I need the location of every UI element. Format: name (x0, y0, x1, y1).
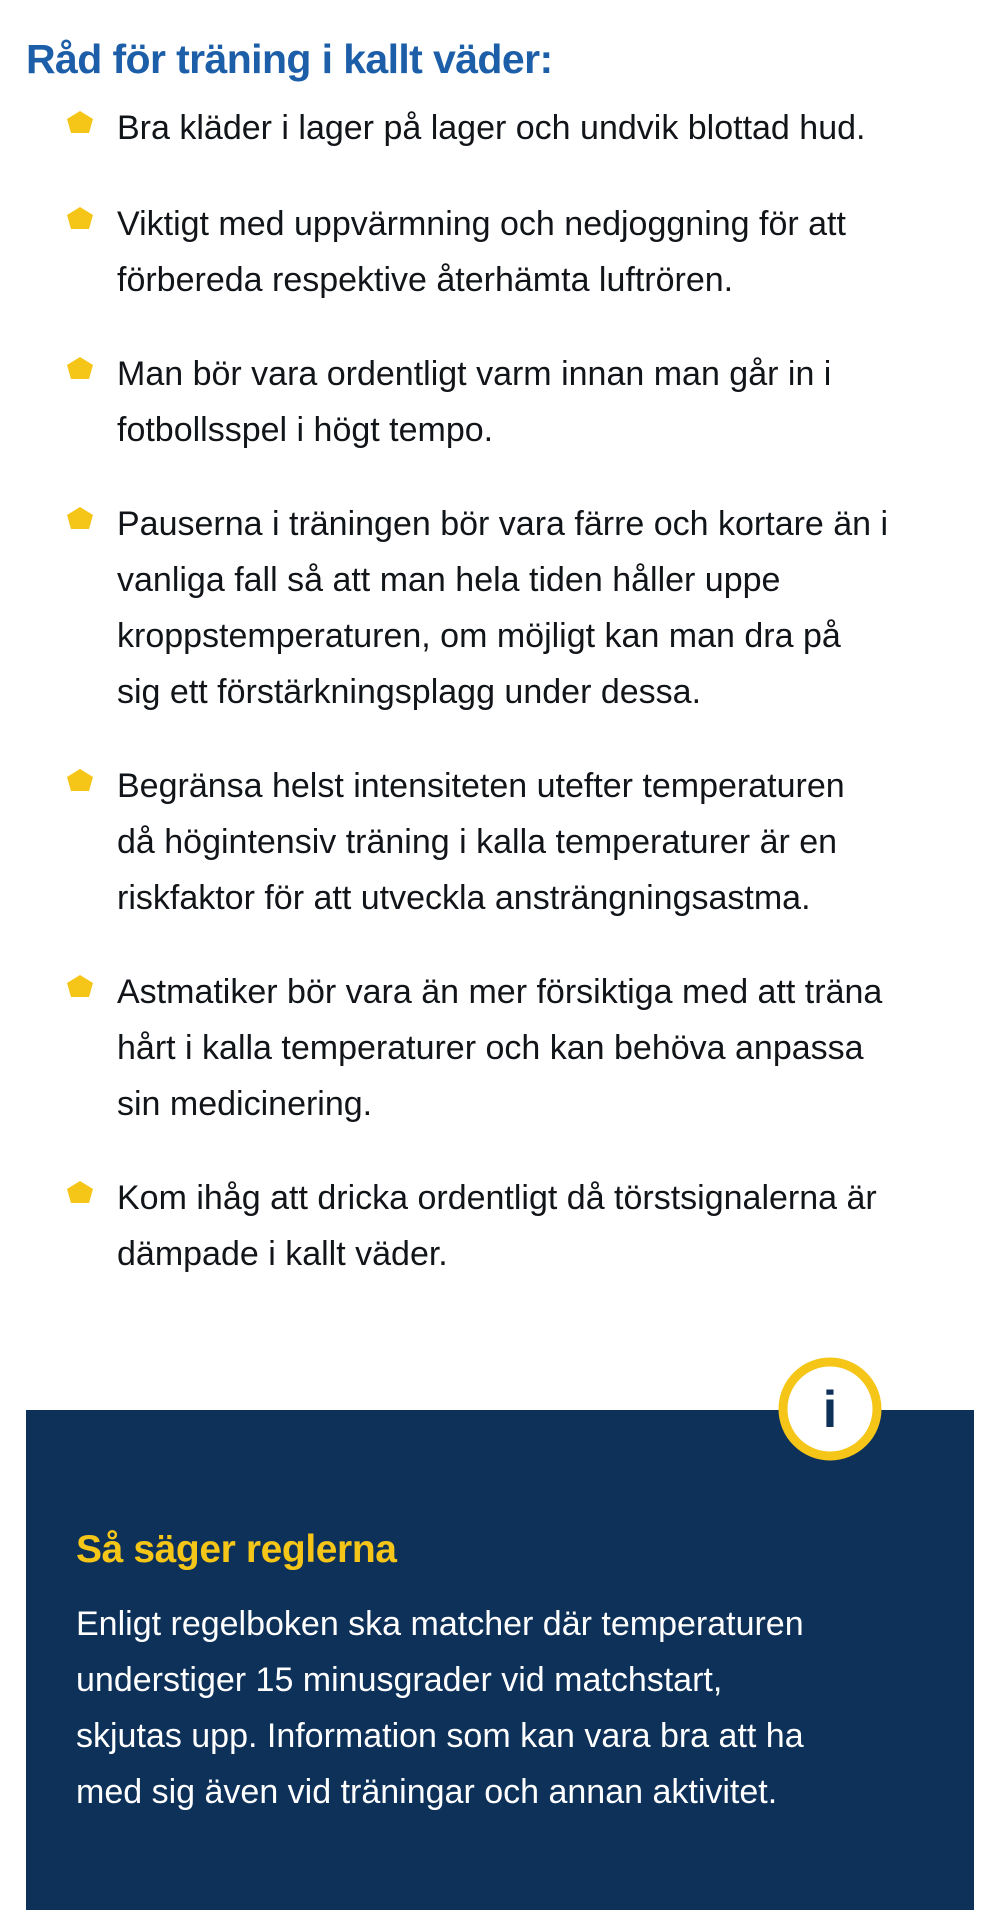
tip-line: då högintensiv träning i kalla temperaturer är en (117, 823, 838, 861)
info-line: skjutas upp. Information som kan vara bra att ha (76, 1717, 804, 1755)
info-icon (778, 1357, 882, 1461)
tip-text (117, 496, 977, 720)
info-box-title: Så säger reglerna (76, 1528, 397, 1571)
tip-line: fotbollsspel i högt tempo. (117, 411, 494, 449)
tip-line: sin medicinering. (117, 1085, 373, 1123)
pentagon-bullet-icon (66, 974, 94, 998)
info-line: understiger 15 minusgrader vid matchstart, (76, 1661, 723, 1699)
tip-line: hårt i kalla temperaturer och kan behöva anpassa (117, 1029, 864, 1067)
pentagon-bullet-icon (66, 206, 94, 230)
tip-line: sig ett förstärkningsplagg under dessa. (117, 673, 702, 711)
tip-line: Kom ihåg att dricka ordentligt då törstsignalerna är (117, 1179, 877, 1217)
info-line: Enligt regelboken ska matcher där temperaturen (76, 1605, 804, 1643)
tip-line: Astmatiker bör vara än mer försiktiga med att träna (117, 973, 883, 1011)
pentagon-bullet-icon (66, 110, 94, 134)
info-box-body (76, 1596, 936, 1820)
info-line: med sig även vid träningar och annan aktivitet. (76, 1773, 778, 1811)
tip-line: kroppstemperaturen, om möjligt kan man dra på (117, 617, 841, 655)
pentagon-bullet-icon (66, 506, 94, 530)
info-icon-glyph: i (822, 1381, 838, 1439)
tip-line: riskfaktor för att utveckla ansträngningsastma. (117, 879, 811, 917)
tip-line: Pauserna i träningen bör vara färre och kortare än i (117, 505, 889, 543)
pentagon-bullet-icon (66, 356, 94, 380)
tip-text (117, 1170, 977, 1282)
tip-line: förbereda respektive återhämta luftrören. (117, 261, 734, 299)
tip-line: Viktigt med uppvärmning och nedjoggning för att (117, 205, 846, 243)
tip-line: vanliga fall så att man hela tiden håller uppe (117, 561, 781, 599)
tip-text (117, 100, 977, 156)
tip-line: Begränsa helst intensiteten utefter temperaturen (117, 767, 845, 805)
tip-text (117, 964, 977, 1132)
tip-line: dämpade i kallt väder. (117, 1235, 448, 1273)
tip-text (117, 196, 977, 308)
tip-text (117, 758, 977, 926)
tip-text (117, 346, 977, 458)
tip-line: Bra kläder i lager på lager och undvik blottad hud. (117, 109, 866, 147)
pentagon-bullet-icon (66, 1180, 94, 1204)
page-heading: Råd för träning i kallt väder: (26, 36, 553, 82)
tip-line: Man bör vara ordentligt varm innan man går in i (117, 355, 832, 393)
pentagon-bullet-icon (66, 768, 94, 792)
